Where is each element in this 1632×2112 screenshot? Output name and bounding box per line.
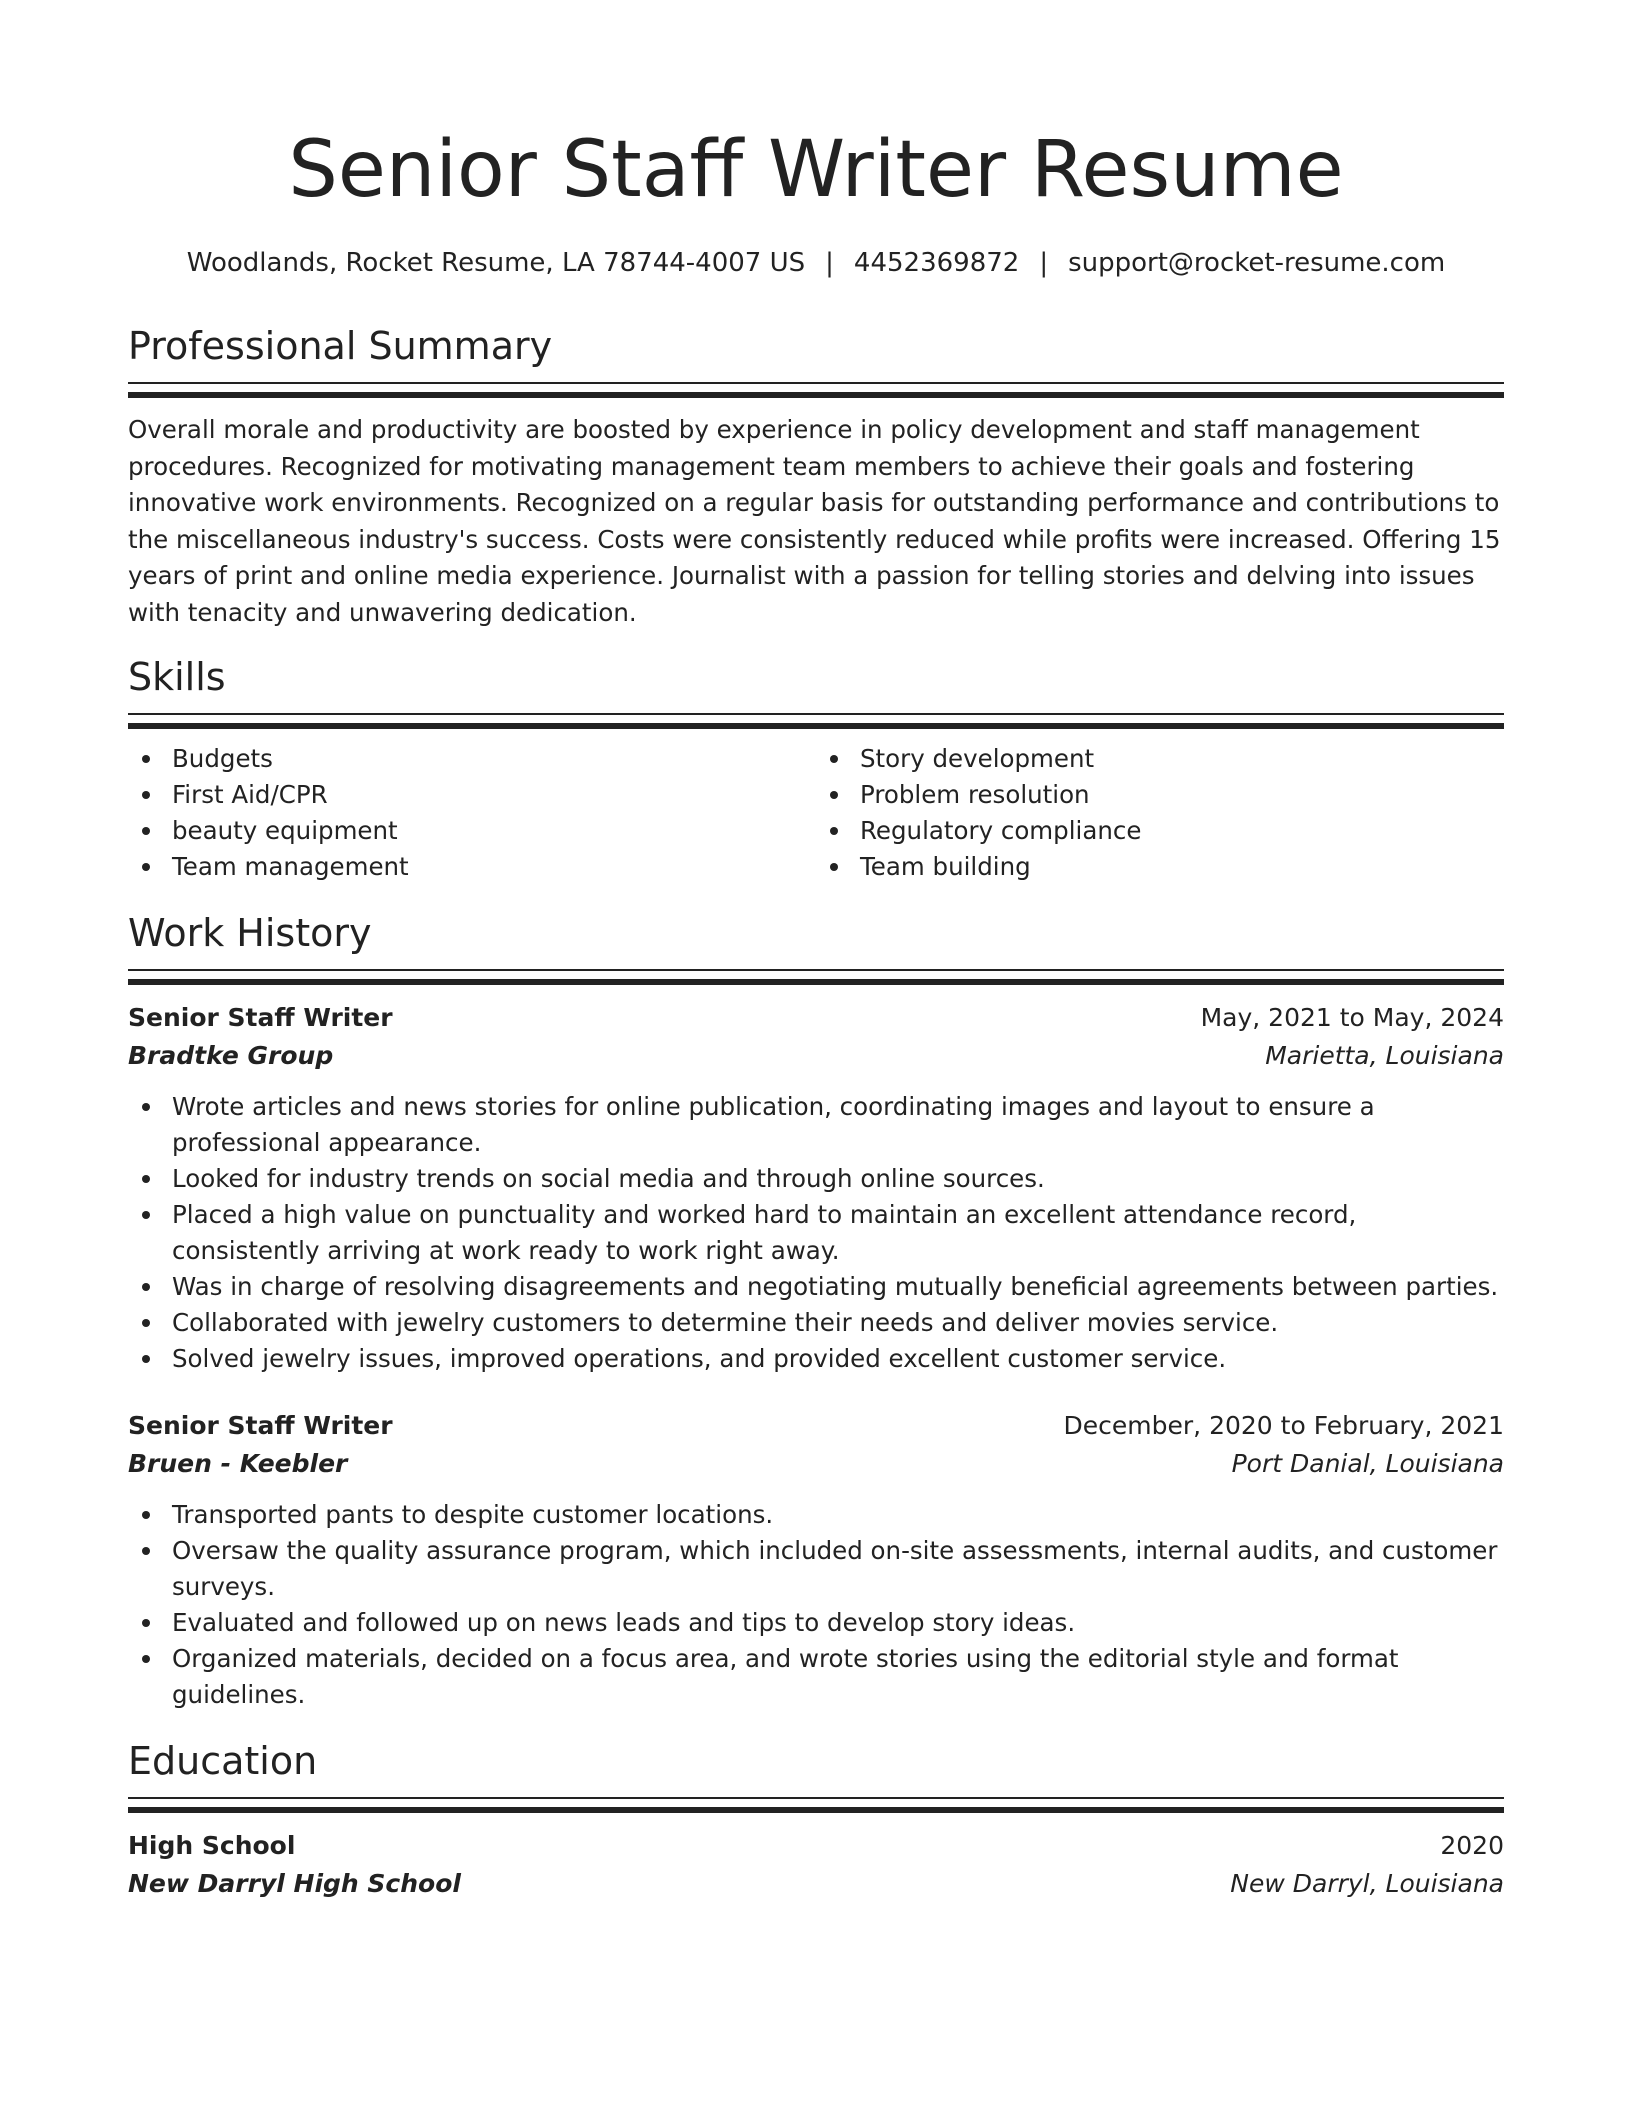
education-location: New Darryl, Louisiana	[1230, 1869, 1504, 1898]
job-header	[128, 999, 1504, 1037]
job-entry	[128, 1407, 1504, 1713]
job-bullets	[128, 1497, 1504, 1713]
job-location: Port Danial, Louisiana	[1231, 1449, 1504, 1478]
skill-item: Problem resolution	[816, 777, 1504, 813]
section-heading-education: Education	[128, 1739, 318, 1783]
section-heading-work: Work History	[128, 911, 372, 955]
job-bullet: Solved jewelry issues, improved operations, and provided excellent customer service.	[128, 1341, 1504, 1377]
education-degree: High School	[128, 1831, 296, 1860]
section-divider	[128, 1797, 1504, 1813]
section-heading-summary: Professional Summary	[128, 324, 553, 368]
job-entry	[128, 999, 1504, 1377]
skill-item: Team building	[816, 849, 1504, 885]
job-bullet: Evaluated and followed up on news leads and tips to develop story ideas.	[128, 1605, 1504, 1641]
skills-column-right	[816, 741, 1504, 885]
skills-section	[128, 653, 1504, 885]
contact-separator: |	[1039, 248, 1049, 278]
job-bullet: Wrote articles and news stories for online publication, coordinating images and layout to ensure a professional appearance.	[128, 1089, 1504, 1161]
skills-column-left	[128, 741, 816, 885]
job-bullets	[128, 1089, 1504, 1377]
job-bullet: Looked for industry trends on social media and through online sources.	[128, 1161, 1504, 1197]
job-bullet: Was in charge of resolving disagreements and negotiating mutually beneficial agreements between parties.	[128, 1269, 1504, 1305]
section-heading-skills: Skills	[128, 655, 226, 699]
job-bullet: Organized materials, decided on a focus area, and wrote stories using the editorial style and format guidelines.	[128, 1641, 1504, 1713]
job-subheader	[128, 1445, 1504, 1483]
summary-text: Overall morale and productivity are boosted by experience in policy development and staff management procedures. Recognized for motivating management team members to achieve their goals and fostering innovative work environments. Recognized on a regular basis for outstanding performance and contributions to the miscellaneous industry's success. Costs were consistently reduced while profits were increased. Offering 15 years of print and online media experience. Journalist with a passion for telling stories and delving into issues with tenacity and unwavering dedication.	[128, 415, 1501, 627]
job-bullet: Collaborated with jewelry customers to determine their needs and deliver movies service.	[128, 1305, 1504, 1341]
contact-email: support@rocket-resume.com	[1068, 248, 1446, 278]
skills-list	[128, 741, 1504, 885]
contact-line	[128, 246, 1504, 280]
job-title: Senior Staff Writer	[128, 1003, 393, 1032]
education-school: New Darryl High School	[128, 1869, 461, 1898]
job-header	[128, 1407, 1504, 1445]
contact-separator: |	[825, 248, 834, 278]
skill-item: beauty equipment	[128, 813, 816, 849]
job-bullet: Transported pants to despite customer locations.	[128, 1497, 1504, 1533]
skill-item: Regulatory compliance	[816, 813, 1504, 849]
job-subheader	[128, 1037, 1504, 1075]
section-divider	[128, 382, 1504, 398]
section-divider	[128, 713, 1504, 729]
job-company: Bruen - Keebler	[128, 1449, 348, 1478]
job-company: Bradtke Group	[128, 1041, 334, 1070]
job-dates: December, 2020 to February, 2021	[1063, 1411, 1504, 1440]
job-bullet: Placed a high value on punctuality and worked hard to maintain an excellent attendance record, consistently arriving at work ready to work right away.	[128, 1197, 1504, 1269]
resume-title: Senior Staff Writer Resume	[288, 125, 1344, 215]
skill-item: Story development	[816, 741, 1504, 777]
skill-item: Budgets	[128, 741, 816, 777]
education-subheader	[128, 1865, 1504, 1903]
summary-section	[128, 322, 1504, 631]
education-entry	[128, 1827, 1504, 1903]
contact-address: Woodlands, Rocket Resume, LA 78744-4007 US	[186, 248, 806, 278]
education-section	[128, 1737, 1504, 1903]
section-divider	[128, 969, 1504, 985]
education-header	[128, 1827, 1504, 1865]
education-year: 2020	[1440, 1831, 1504, 1860]
job-title: Senior Staff Writer	[128, 1411, 393, 1440]
job-bullet: Oversaw the quality assurance program, which included on-site assessments, internal audits, and customer surveys.	[128, 1533, 1504, 1605]
job-dates: May, 2021 to May, 2024	[1200, 1003, 1504, 1032]
work-section	[128, 909, 1504, 1713]
job-location: Marietta, Louisiana	[1265, 1041, 1504, 1070]
contact-phone: 4452369872	[853, 248, 1020, 278]
skill-item: First Aid/CPR	[128, 777, 816, 813]
skill-item: Team management	[128, 849, 816, 885]
